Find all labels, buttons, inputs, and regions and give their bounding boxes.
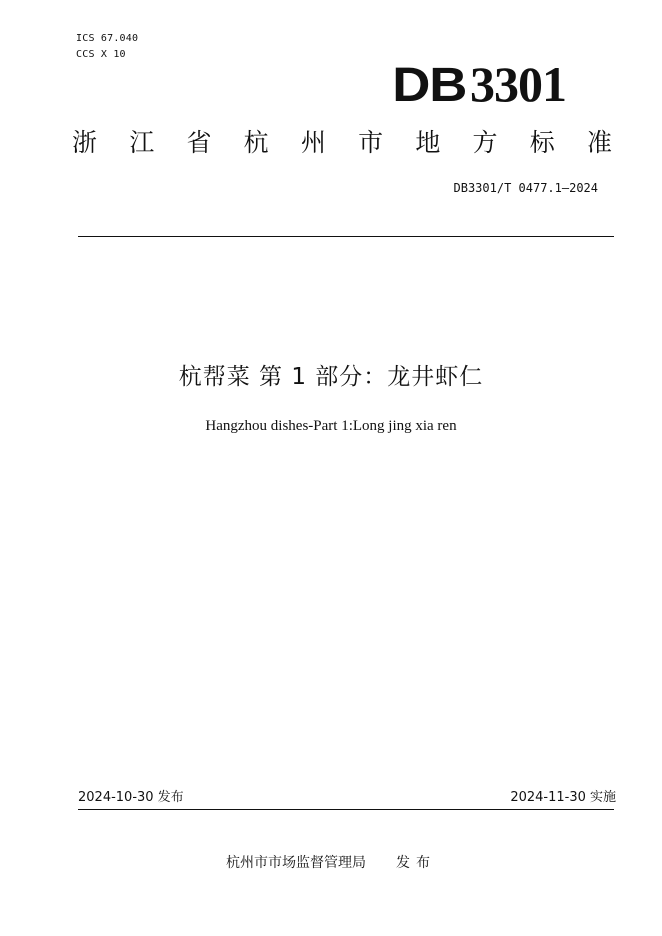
logo-prefix: DB bbox=[391, 59, 466, 112]
issuer-name: 杭州市市场监督管理局 bbox=[226, 855, 366, 871]
authority-char: 浙 bbox=[72, 128, 98, 157]
issue-word: 发布 bbox=[396, 855, 436, 871]
authority-char: 省 bbox=[186, 128, 212, 157]
issuing-authority-heading bbox=[72, 126, 612, 160]
document-title-chinese: 杭帮菜 第 1 部分：龙井虾仁 bbox=[178, 364, 484, 390]
authority-char: 市 bbox=[358, 128, 384, 157]
footer-divider bbox=[78, 809, 614, 810]
authority-char: 方 bbox=[472, 128, 498, 157]
issue-date: 2024-10-30 发布 bbox=[78, 790, 184, 805]
authority-char: 杭 bbox=[243, 128, 269, 157]
document-title-english: Hangzhou dishes-Part 1:Long jing xia ren bbox=[205, 418, 457, 434]
authority-char: 标 bbox=[529, 128, 555, 157]
logo-number: 3301 bbox=[470, 56, 566, 112]
ics-code: ICS 67.040 bbox=[76, 33, 139, 44]
ccs-code: CCS X 10 bbox=[76, 49, 126, 60]
authority-char: 准 bbox=[586, 128, 612, 157]
standard-logo bbox=[391, 56, 566, 114]
authority-char: 州 bbox=[300, 128, 326, 157]
authority-char: 江 bbox=[129, 128, 155, 157]
header-divider bbox=[78, 236, 614, 237]
issuer-line bbox=[0, 853, 662, 873]
authority-char: 地 bbox=[415, 128, 441, 157]
standard-number: DB3301/T 0477.1—2024 bbox=[453, 181, 598, 195]
implementation-date: 2024-11-30 实施 bbox=[510, 790, 616, 805]
